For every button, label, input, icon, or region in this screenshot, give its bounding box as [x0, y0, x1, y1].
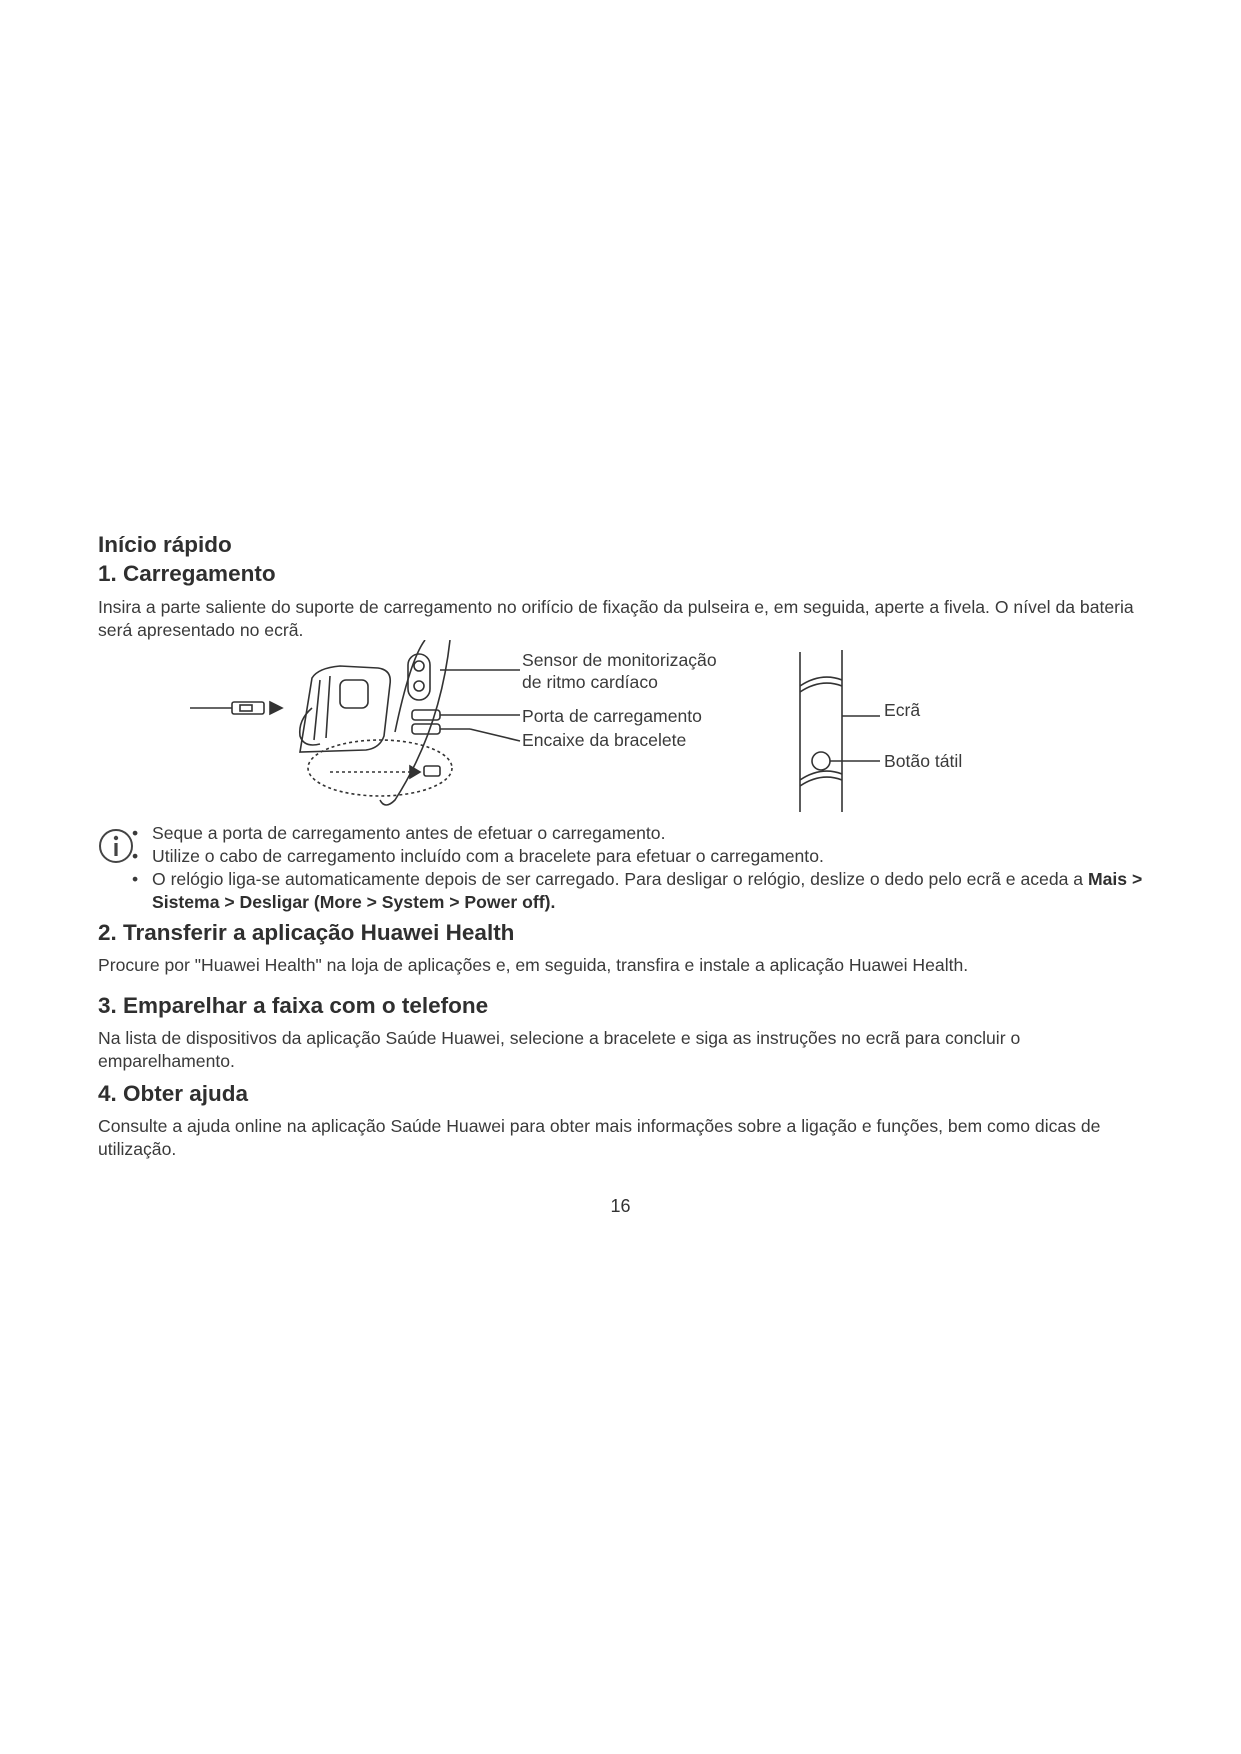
charging-figure	[0, 640, 1241, 820]
section-heading-charging: 1. Carregamento	[98, 561, 276, 586]
touch-button	[812, 752, 830, 770]
note-text: Utilize o cabo de carregamento incluído com a bracelete para efetuar o carregamento.	[152, 846, 824, 866]
label-screen: Ecrã	[884, 700, 921, 720]
notes-list	[132, 822, 1162, 914]
section-heading-help: 4. Obter ajuda	[98, 1081, 249, 1106]
label-band-slot: Encaixe da bracelete	[522, 730, 687, 750]
insert-arrow	[270, 702, 282, 714]
section-heading-pairing: 3. Emparelhar a faixa com o telefone	[98, 993, 489, 1018]
note-item	[132, 822, 1162, 845]
page-title: Início rápido	[98, 532, 232, 557]
label-heart-rate-sensor-2: de ritmo cardíaco	[522, 672, 658, 692]
label-heart-rate-sensor-1: Sensor de monitorização	[522, 650, 717, 670]
usb-plug	[232, 702, 264, 714]
info-icon	[96, 826, 136, 866]
section-text-download: Procure por "Huawei Health" na loja de aplicações e, em seguida, transfira e instale a aplicação Huawei Health.	[98, 955, 969, 975]
note-text: O relógio liga-se automaticamente depois de ser carregado. Para desligar o relógio, deslize o dedo pelo ecrã e aceda a	[152, 869, 1088, 889]
section-text-charging: Insira a parte saliente do suporte de carregamento no orifício de fixação da pulseira e, em seguida, aperte a fivela. O nível da bateria será apresentado no ecrã.	[98, 597, 1134, 640]
band-slot	[412, 724, 440, 734]
note-item	[132, 845, 1162, 868]
band-strap	[380, 640, 450, 805]
section-text-pairing: Na lista de dispositivos da aplicação Saúde Huawei, selecione a bracelete e siga as instruções no ecrã para concluir o emparelhamento.	[98, 1028, 1021, 1071]
note-item	[132, 868, 1162, 914]
note-text: Seque a porta de carregamento antes de efetuar o carregamento.	[152, 823, 666, 843]
page-number: 16	[610, 1196, 631, 1216]
note-menu-path: Mais > Sistema > Desligar (More > System > Power off).	[152, 869, 1143, 912]
section-text-help: Consulte a ajuda online na aplicação Saúde Huawei para obter mais informações sobre a ligação e funções, bem como dicas de utilização.	[98, 1116, 1101, 1159]
detail-ellipse	[308, 740, 452, 796]
label-touch-button: Botão tátil	[884, 751, 963, 771]
section-heading-download: 2. Transferir a aplicação Huawei Health	[98, 920, 515, 945]
label-charging-port: Porta de carregamento	[522, 706, 702, 726]
